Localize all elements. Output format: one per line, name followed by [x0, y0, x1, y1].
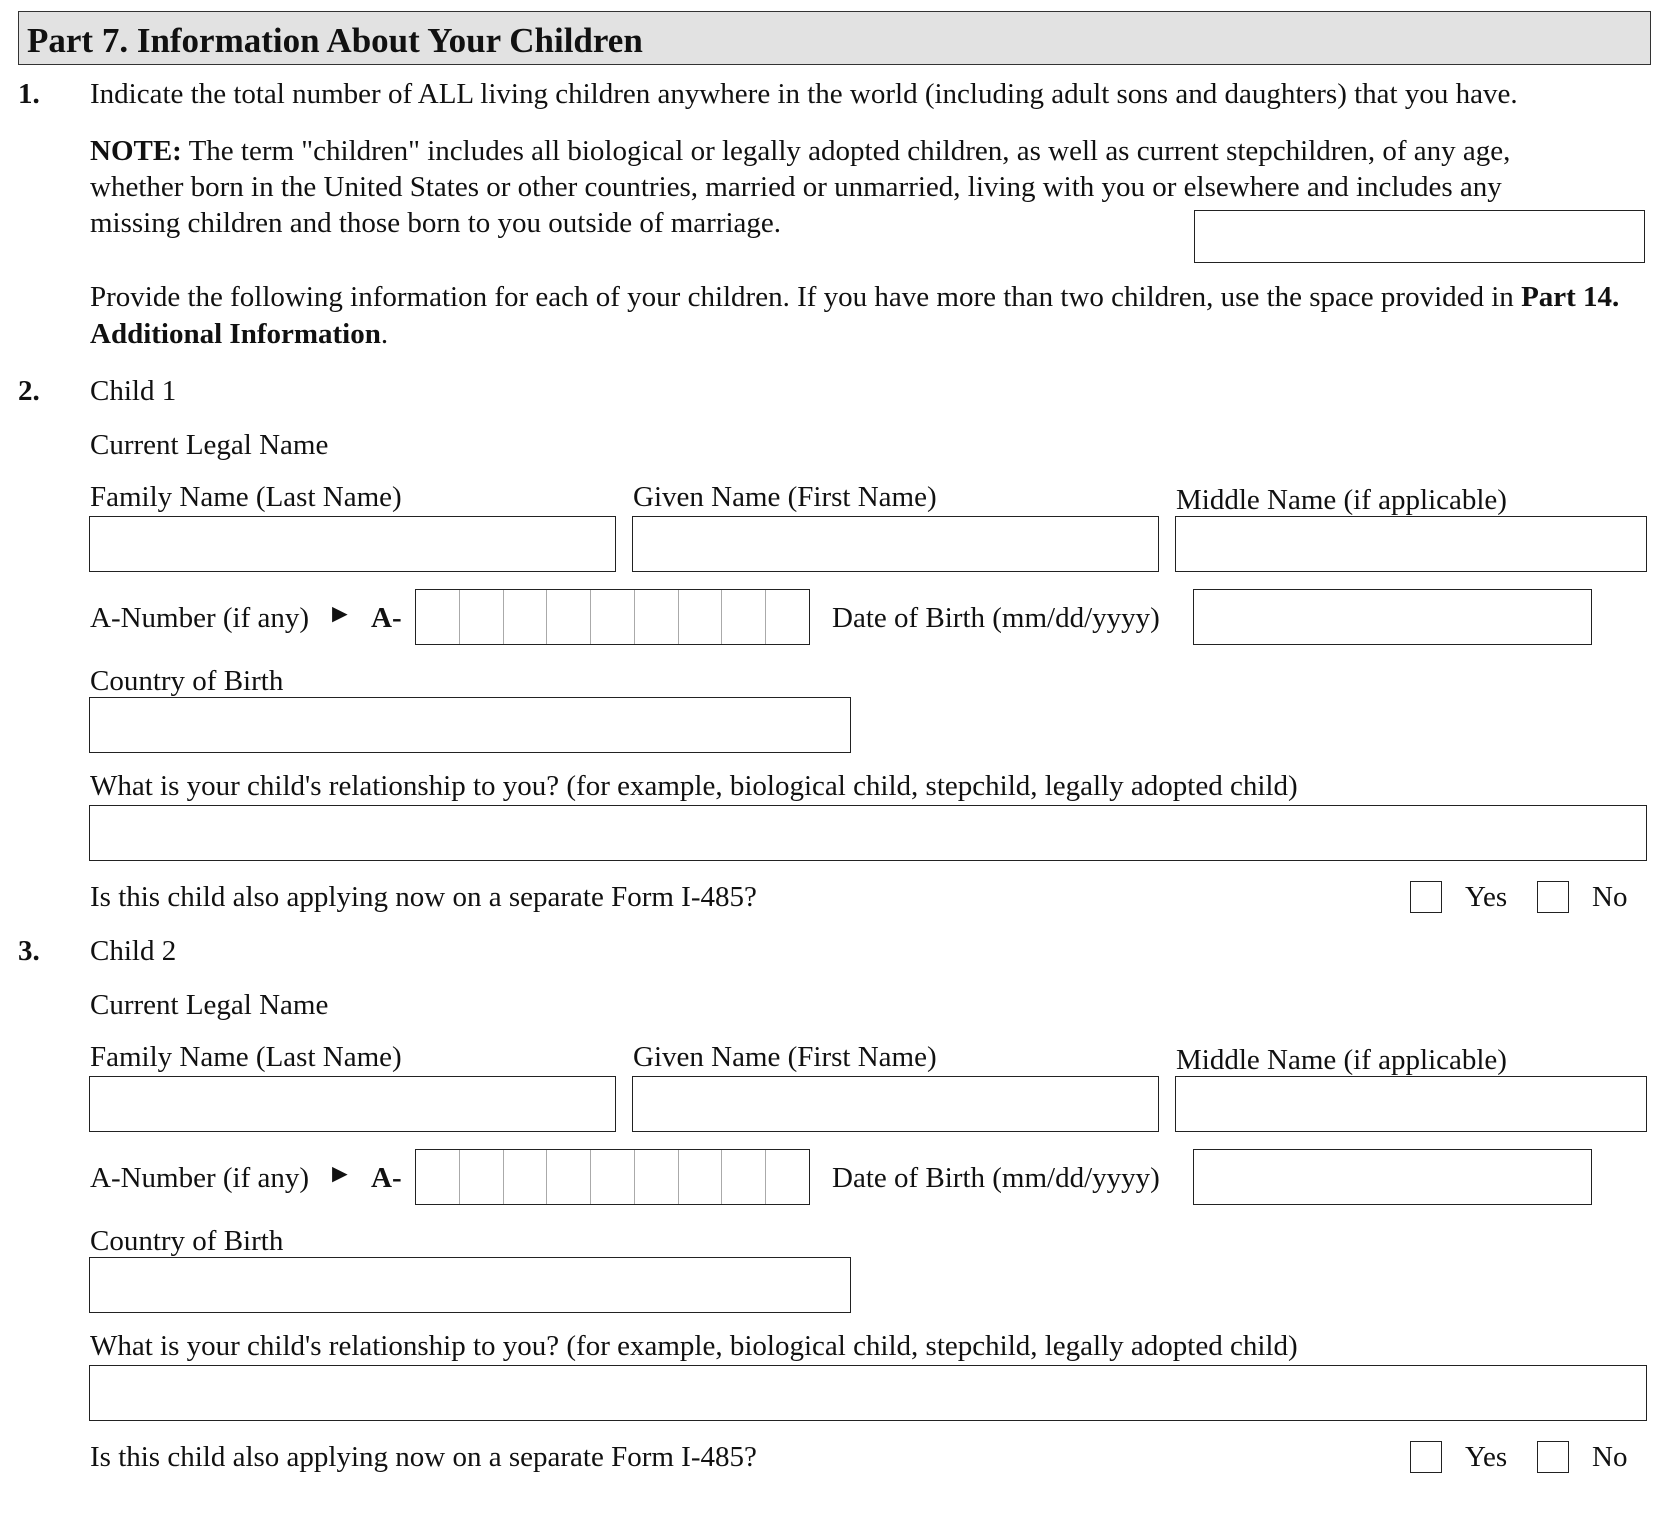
child-2-given-name-field[interactable] [632, 1076, 1159, 1132]
child-1-a-number-field[interactable] [415, 589, 810, 645]
a-number-digit-cell[interactable] [416, 590, 460, 644]
child-2-middle-name-label: Middle Name (if applicable) [1176, 1044, 1507, 1076]
child-1-country-label: Country of Birth [90, 665, 284, 697]
item-number-1: 1. [18, 78, 40, 110]
instruction-part14-link: Part 14. Additional Information [90, 281, 1620, 350]
a-number-digit-cell[interactable] [679, 590, 723, 644]
child-1-middle-name-label: Middle Name (if applicable) [1176, 484, 1507, 516]
instruction-end: . [380, 318, 389, 350]
child-1-family-name-label: Family Name (Last Name) [90, 481, 402, 513]
child-2-middle-name-field[interactable] [1175, 1076, 1647, 1132]
child-1-dob-label: Date of Birth (mm/dd/yyyy) [832, 602, 1160, 634]
child-2-a-number-label: A-Number (if any) [90, 1162, 310, 1194]
section-title: Part 7. Information About Your Children [27, 21, 643, 60]
child-1-yes-label: Yes [1465, 881, 1508, 913]
child-1-country-field[interactable] [89, 697, 851, 753]
child-2-dob-label: Date of Birth (mm/dd/yyyy) [832, 1162, 1160, 1194]
child-2-yes-checkbox[interactable] [1410, 1441, 1442, 1473]
child-2-family-name-label: Family Name (Last Name) [90, 1041, 402, 1073]
item-number-3: 3. [18, 935, 40, 967]
a-number-digit-cell[interactable] [591, 1150, 635, 1204]
a-number-digit-cell[interactable] [635, 1150, 679, 1204]
child-1-legal-name-label: Current Legal Name [90, 429, 329, 461]
child-2-applying-question: Is this child also applying now on a separate Form I-485? [90, 1441, 757, 1473]
child-1-yes-checkbox[interactable] [1410, 881, 1442, 913]
total-children-input[interactable] [1194, 210, 1645, 263]
child-2-arrow-icon: ► [327, 1159, 353, 1188]
note-text: The term "children" includes all biological or legally adopted children, as well as current stepchildren, of any age, whether born in the United States or other countries, married or unmarried, living with you or elsewhere and includes any missing children and those born to you outside of marriage. [90, 135, 1511, 239]
a-number-digit-cell[interactable] [460, 1150, 504, 1204]
item-number-2: 2. [18, 375, 40, 407]
child-2-title: Child 2 [90, 935, 177, 967]
child-1-a-prefix: A- [371, 602, 402, 634]
child-1-relationship-label: What is your child's relationship to you? (for example, biological child, stepchild, legally adopted child) [90, 770, 1298, 802]
a-number-digit-cell[interactable] [547, 590, 591, 644]
a-number-digit-cell[interactable] [504, 590, 548, 644]
a-number-digit-cell[interactable] [722, 1150, 766, 1204]
a-number-digit-cell[interactable] [591, 590, 635, 644]
child-1-a-number-label: A-Number (if any) [90, 602, 310, 634]
child-1-middle-name-field[interactable] [1175, 516, 1647, 572]
child-2-legal-name-label: Current Legal Name [90, 989, 329, 1021]
child-1-title: Child 1 [90, 375, 177, 407]
child-1-no-checkbox[interactable] [1537, 881, 1569, 913]
instruction-main: Provide the following information for each of your children. If you have more than two children, use the space provided in [90, 281, 1522, 313]
child-2-relationship-label: What is your child's relationship to you? (for example, biological child, stepchild, legally adopted child) [90, 1330, 1298, 1362]
a-number-digit-cell[interactable] [766, 1150, 809, 1204]
child-2-a-prefix: A- [371, 1162, 402, 1194]
child-1-no-label: No [1592, 881, 1628, 913]
a-number-digit-cell[interactable] [766, 590, 809, 644]
child-1-applying-question: Is this child also applying now on a separate Form I-485? [90, 881, 757, 913]
a-number-digit-cell[interactable] [635, 590, 679, 644]
child-2-yes-label: Yes [1465, 1441, 1508, 1473]
child-1-family-name-field[interactable] [89, 516, 616, 572]
child-1-relationship-field[interactable] [89, 805, 1647, 861]
child-2-relationship-field[interactable] [89, 1365, 1647, 1421]
child-2-a-number-field[interactable] [415, 1149, 810, 1205]
child-2-no-checkbox[interactable] [1537, 1441, 1569, 1473]
child-2-dob-field[interactable] [1193, 1149, 1592, 1205]
note-label: NOTE: [90, 135, 182, 167]
child-1-given-name-label: Given Name (First Name) [633, 481, 937, 513]
child-2-country-label: Country of Birth [90, 1225, 284, 1257]
child-1-given-name-field[interactable] [632, 516, 1159, 572]
child-2-country-field[interactable] [89, 1257, 851, 1313]
child-2-no-label: No [1592, 1441, 1628, 1473]
child-1-dob-field[interactable] [1193, 589, 1592, 645]
a-number-digit-cell[interactable] [460, 590, 504, 644]
a-number-digit-cell[interactable] [547, 1150, 591, 1204]
section-header [18, 11, 1651, 65]
a-number-digit-cell[interactable] [722, 590, 766, 644]
child-1-arrow-icon: ► [327, 599, 353, 628]
total-children-question: Indicate the total number of ALL living children anywhere in the world (including adult sons and daughters) that you have. [90, 78, 1518, 110]
child-2-family-name-field[interactable] [89, 1076, 616, 1132]
a-number-digit-cell[interactable] [679, 1150, 723, 1204]
child-2-given-name-label: Given Name (First Name) [633, 1041, 937, 1073]
a-number-digit-cell[interactable] [416, 1150, 460, 1204]
instruction-text [90, 279, 1630, 353]
a-number-digit-cell[interactable] [504, 1150, 548, 1204]
